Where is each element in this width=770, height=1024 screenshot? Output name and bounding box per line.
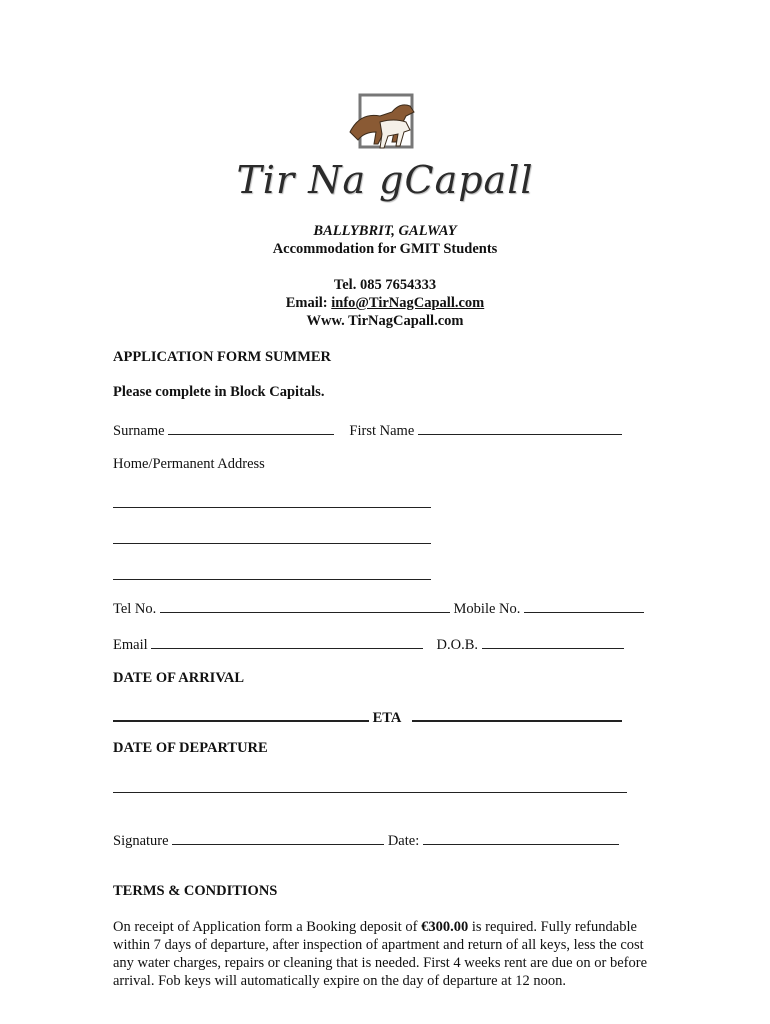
departure-date-field[interactable] — [113, 792, 627, 793]
dob-label: D.O.B. — [436, 637, 479, 653]
address-line-3-field[interactable] — [113, 579, 431, 580]
tel-field[interactable] — [160, 598, 450, 613]
location: BALLYBRIT, GALWAY — [313, 223, 457, 239]
date-label: Date: — [387, 833, 420, 849]
header-subtitle: Accommodation for GMIT Students — [272, 241, 498, 257]
surname-row — [113, 420, 622, 440]
first-name-field[interactable] — [418, 420, 622, 435]
header-email — [0, 295, 770, 312]
tel-row — [113, 598, 644, 618]
dob-field[interactable] — [482, 634, 624, 649]
horse-logo-icon — [340, 92, 432, 156]
header-web[interactable]: Www. TirNagCapall.com — [306, 313, 464, 329]
deposit-amount: €300.00 — [421, 919, 469, 935]
arrival-heading: DATE OF ARRIVAL — [113, 670, 245, 686]
brand-name: Tir Na gCapall — [236, 158, 534, 202]
terms-text-after: is required. Fully refundable within 7 days of departure, after inspection of apartment and return of all keys, less the cost any water charges, repairs or cleaning that is needed. First 4 weeks rent are due on or before arrival. Fob keys will automatically expire on the day of departure at 12 noon. — [113, 919, 648, 989]
form-title: APPLICATION FORM SUMMER — [113, 349, 332, 365]
eta-label: ETA — [372, 710, 401, 726]
eta-field[interactable] — [412, 706, 622, 722]
date-field[interactable] — [423, 830, 619, 845]
arrival-date-field[interactable] — [113, 706, 369, 722]
header-email-label: Email: — [285, 295, 328, 311]
surname-field[interactable] — [168, 420, 334, 435]
email-row — [113, 634, 624, 654]
email-link[interactable]: info@TirNagCapall.com — [331, 295, 485, 311]
surname-label: Surname — [113, 423, 165, 439]
signature-row — [113, 830, 619, 850]
departure-heading: DATE OF DEPARTURE — [113, 740, 268, 756]
form-instruction: Please complete in Block Capitals. — [113, 384, 325, 400]
tel-label: Tel No. — [113, 601, 157, 617]
address-label: Home/Permanent Address — [113, 456, 265, 472]
address-line-2-field[interactable] — [113, 543, 431, 544]
signature-label: Signature — [113, 833, 169, 849]
terms-text — [113, 918, 661, 990]
first-name-label: First Name — [349, 423, 415, 439]
mobile-field[interactable] — [524, 598, 644, 613]
signature-field[interactable] — [172, 830, 384, 845]
terms-heading: TERMS & CONDITIONS — [113, 883, 278, 899]
email-label: Email — [113, 637, 148, 653]
arrival-row — [113, 706, 622, 727]
header-tel: Tel. 085 7654333 — [333, 277, 437, 293]
address-line-1-field[interactable] — [113, 507, 431, 508]
terms-text-before: On receipt of Application form a Booking deposit of — [113, 919, 422, 935]
mobile-label: Mobile No. — [453, 601, 521, 617]
email-field[interactable] — [151, 634, 423, 649]
